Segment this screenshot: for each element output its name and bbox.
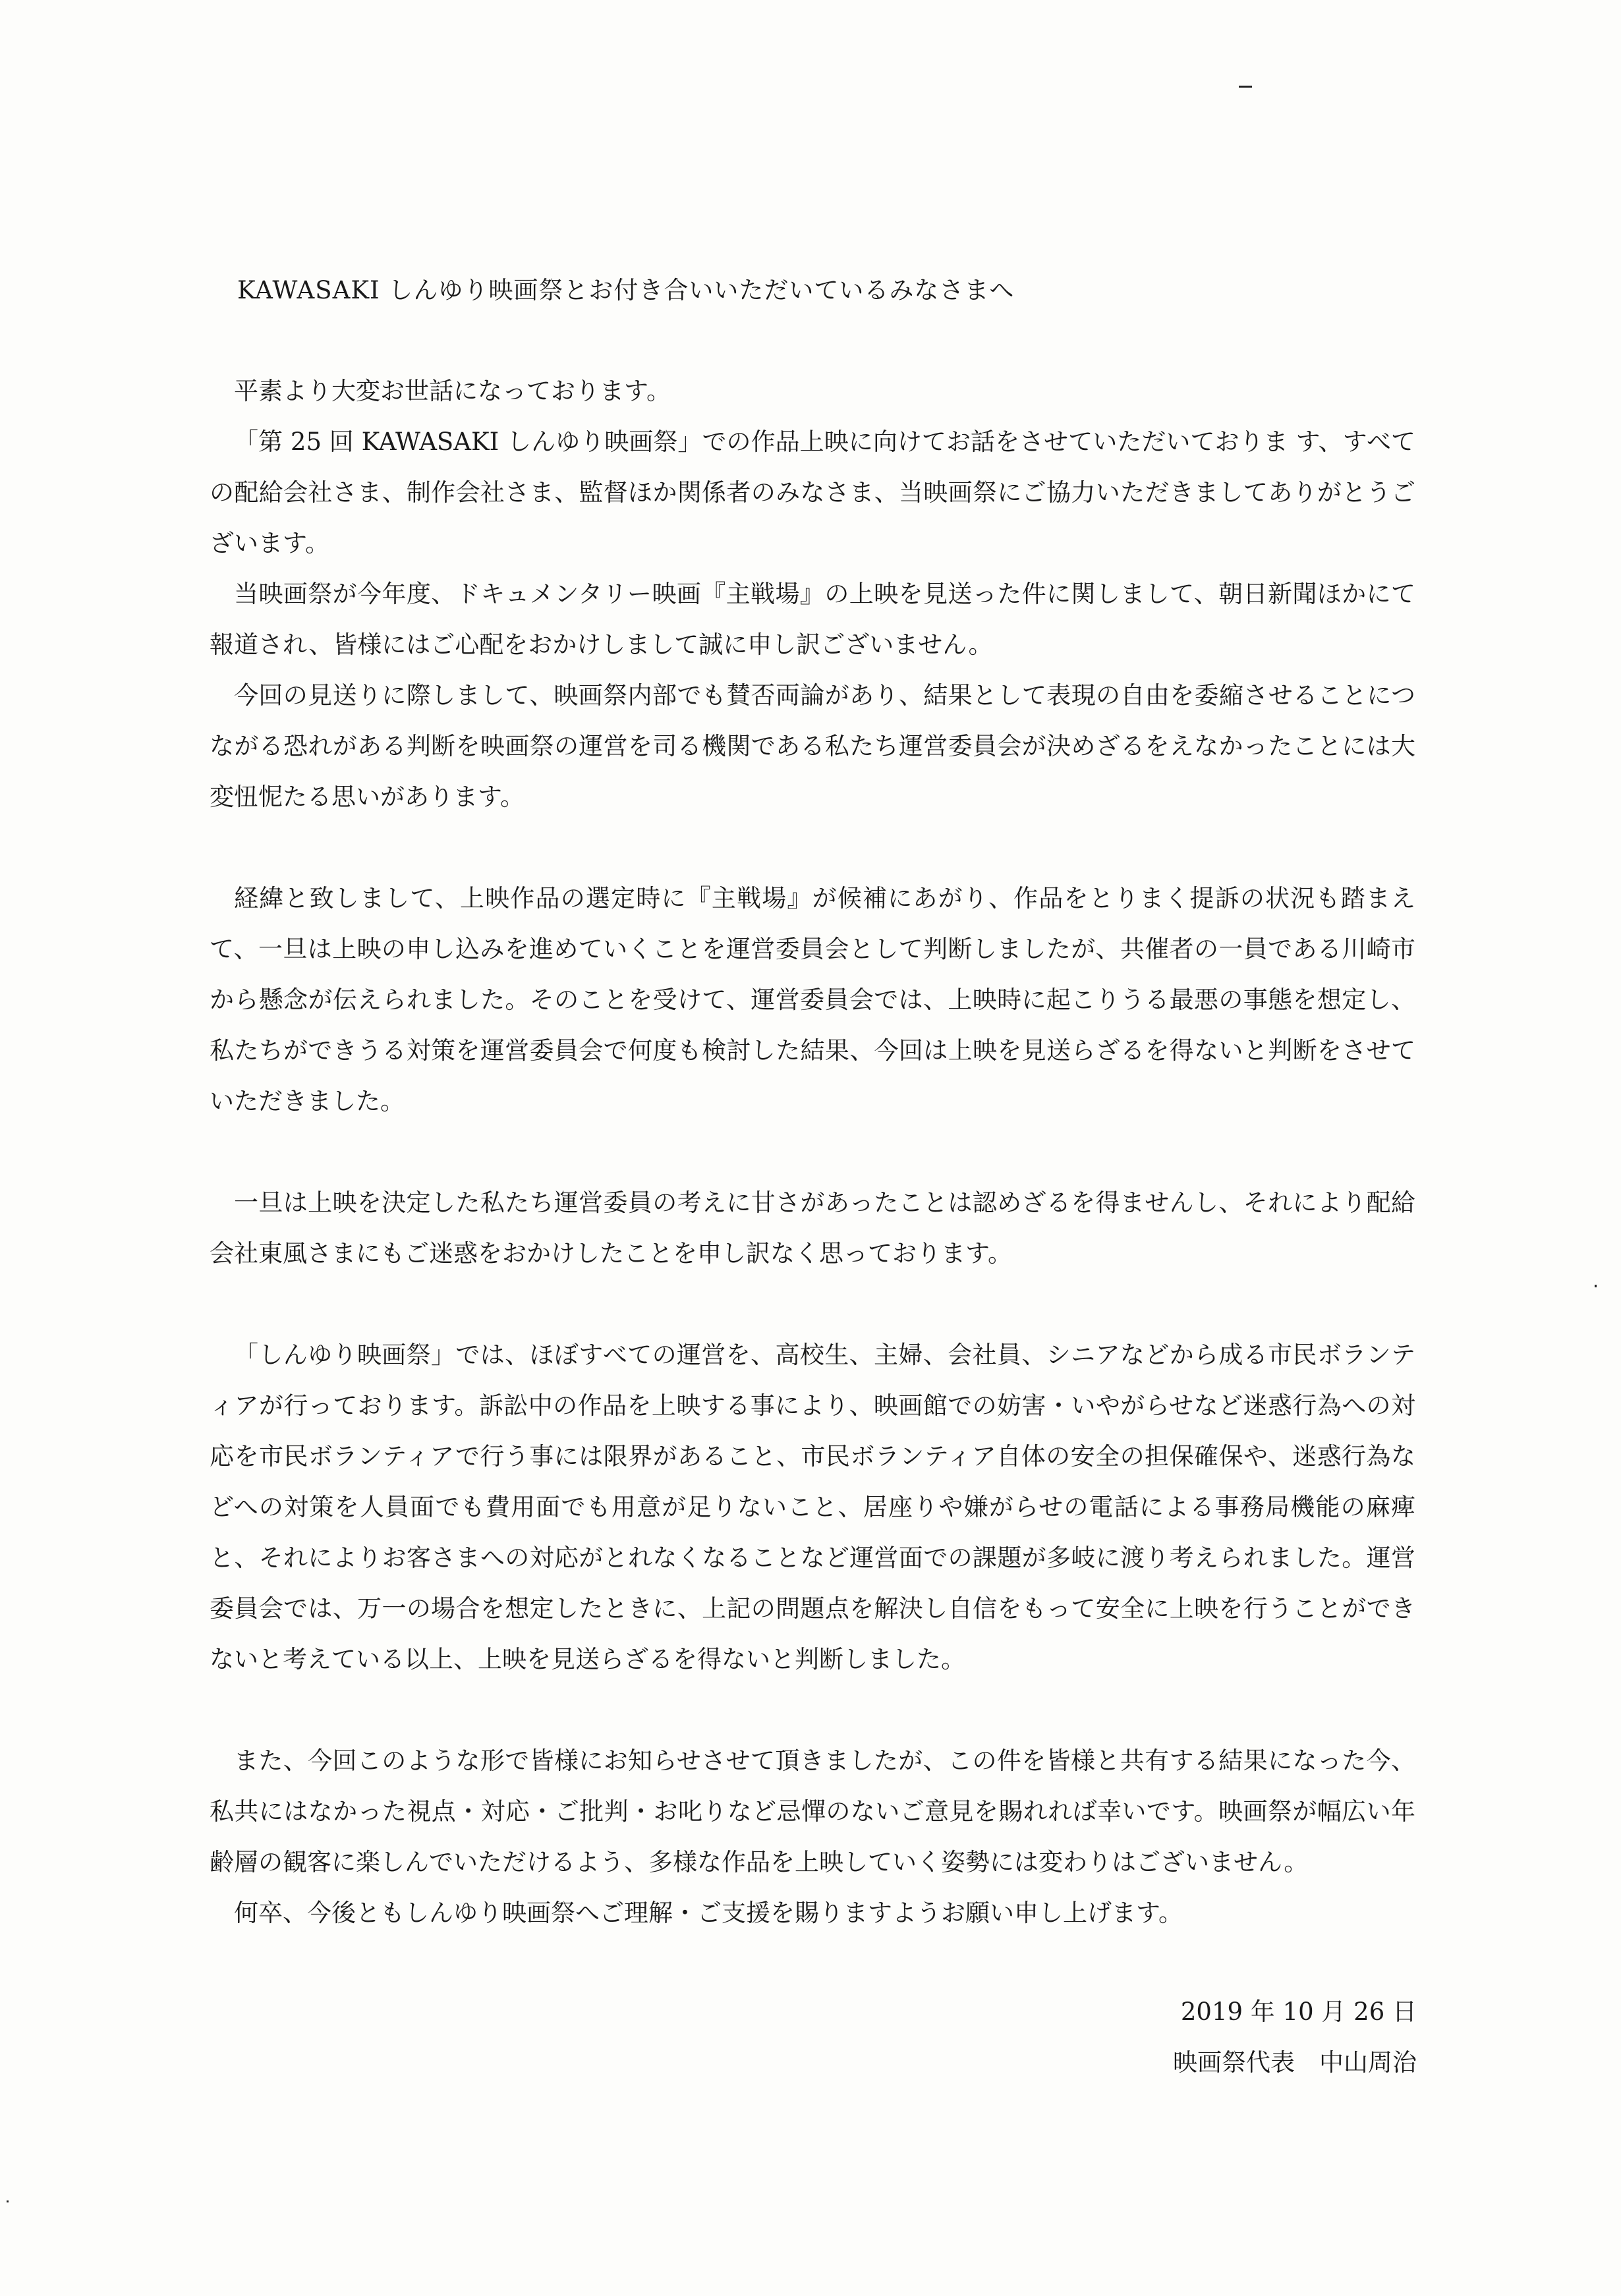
paragraph-apology: 当映画祭が今年度、ドキュメンタリー映画『主戦場』の上映を見送った件に関しまして、朝日新聞ほかにて報道され、皆様にはご心配をおかけしまして誠に申し訳ございません。 bbox=[210, 580, 1415, 659]
paragraph-greeting: 平素より大変お世話になっております。 bbox=[234, 377, 671, 405]
letter-closing bbox=[1173, 1986, 1417, 2088]
salutation: KAWASAKI しんゆり映画祭とお付き合いいただいているみなさまへ bbox=[237, 276, 1015, 304]
letter-body bbox=[210, 366, 1415, 1938]
paragraph-regret: 今回の見送りに際しまして、映画祭内部でも賛否両論があり、結果として表現の自由を委縮させることにつながる恐れがある判断を映画祭の運営を司る機関である私たち運営委員会が決めざるをえなかったことには大変忸怩たる思いがあります。 bbox=[210, 681, 1415, 811]
paragraph-thanks: 「第 25 回 KAWASAKI しんゆり映画祭」での作品上映に向けてお話をさせていただいておりま す、すべての配給会社さま、制作会社さま、監督ほか関係者のみなさま、当映画祭にご協力いただきましてありがとうございます。 bbox=[210, 428, 1415, 557]
scan-mark bbox=[7, 2200, 9, 2202]
paragraph-closing-request: 何卒、今後ともしんゆり映画祭へご理解・ご支援を賜りますようお願い申し上げます。 bbox=[234, 1899, 1183, 1927]
letter-signature: 映画祭代表 中山周治 bbox=[1173, 2048, 1417, 2077]
paragraph-feedback: また、今回このような形で皆様にお知らせさせて頂きましたが、この件を皆様と共有する結果になった今、私共にはなかった視点・対応・ご批判・お叱りなど忌憚のないご意見を賜れれば幸いです。映画祭が幅広い年齢層の観客に楽しんでいただけるよう、多様な作品を上映していく姿勢には変わりはございません。 bbox=[210, 1747, 1415, 1876]
letter-date: 2019 年 10 月 26 日 bbox=[1180, 1998, 1417, 2026]
paragraph-reasons: 「しんゆり映画祭」では、ほぼすべての運営を、高校生、主婦、会社員、シニアなどから成る市民ボランティアが行っております。訴訟中の作品を上映する事により、映画館での妨害・いやがらせなど迷惑行為への対応を市民ボランティアで行う事には限界があること、市民ボランティア自体の安全の担保確保や、迷惑行為などへの対策を人員面でも費用面でも用意が足りないこと、居座りや嫌がらせの電話による事務局機能の麻痺と、それによりお客さまへの対応がとれなくなることなど運営面での課題が多岐に渡り考えられました。運営委員会では、万一の場合を想定したときに、上記の問題点を解決し自信をもって安全に上映を行うことができないと考えている以上、上映を見送らざるを得ないと判断しました。 bbox=[210, 1341, 1415, 1673]
scan-mark bbox=[1595, 1285, 1597, 1287]
paragraph-acknowledgement: 一旦は上映を決定した私たち運営委員の考えに甘さがあったことは認めざるを得ませんし、それにより配給会社東風さまにもご迷惑をおかけしたことを申し訳なく思っております。 bbox=[210, 1189, 1415, 1268]
scan-mark bbox=[1239, 86, 1252, 88]
paragraph-background: 経緯と致しまして、上映作品の選定時に『主戦場』が候補にあがり、作品をとりまく提訴の状況も踏まえて、一旦は上映の申し込みを進めていくことを運営委員会として判断しましたが、共催者の一員である川崎市から懸念が伝えられました。そのことを受けて、運営委員会では、上映時に起こりうる最悪の事態を想定し、私たちができうる対策を運営委員会で何度も検討した結果、今回は上映を見送らざるを得ないと判断をさせていただきました。 bbox=[210, 884, 1415, 1115]
